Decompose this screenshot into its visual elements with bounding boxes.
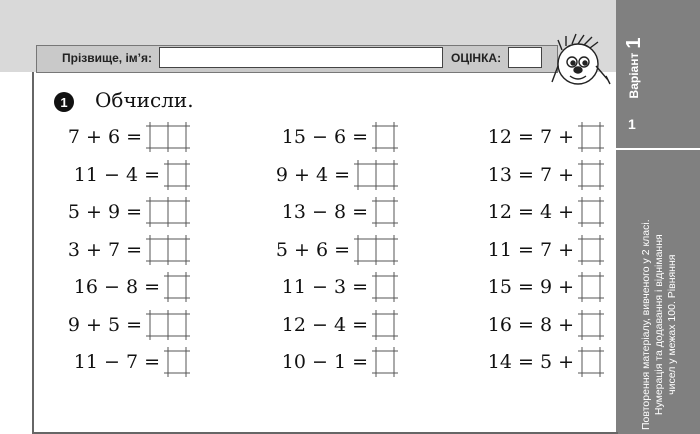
equation-row <box>282 122 398 152</box>
equation-text: 11 = 7 + <box>487 238 574 261</box>
answer-cells[interactable] <box>354 160 398 190</box>
equation-text: 16 = 8 + <box>487 313 574 336</box>
equation-row <box>488 197 604 227</box>
equation-row <box>68 122 190 152</box>
answer-cells[interactable] <box>578 197 604 227</box>
topic-line: Нумерація та додавання і віднімання <box>652 234 665 416</box>
equation-row <box>488 272 604 302</box>
equation-text: 9 + 4 = <box>275 163 350 186</box>
answer-cells[interactable] <box>354 235 398 265</box>
equation-text: 9 + 5 = <box>67 313 142 336</box>
variant-block <box>620 28 648 106</box>
equation-text: 7 + 6 = <box>67 126 142 148</box>
answer-cells[interactable] <box>146 197 190 227</box>
variant-label: Варіант <box>627 52 641 99</box>
equation-text: 15 − 6 = <box>281 126 368 148</box>
answer-cells[interactable] <box>372 347 398 377</box>
equation-text: 3 + 7 = <box>67 238 142 261</box>
answer-cells[interactable] <box>164 272 190 302</box>
equation-text: 16 − 8 = <box>73 276 160 298</box>
equation-text: 13 − 8 = <box>281 201 368 223</box>
topic-line: чисел у межах 100. Рівняння <box>665 254 678 395</box>
answer-cells[interactable] <box>578 122 604 152</box>
topic-block <box>620 152 698 430</box>
grade-label: ОЦІНКА: <box>451 51 502 65</box>
answer-cells[interactable] <box>164 160 190 190</box>
equation-text: 13 = 7 + <box>487 163 574 186</box>
equation-text: 15 = 9 + <box>487 276 574 298</box>
equation-row <box>488 122 604 152</box>
equation-text: 5 + 9 = <box>67 201 142 223</box>
task-title: Обчисли. <box>95 88 194 112</box>
topic-line: Повторення матеріалу, вивченого у 2 класі. <box>639 219 652 430</box>
page-number: 1 <box>628 116 636 132</box>
equation-row <box>488 347 604 377</box>
equation-text: 12 = 4 + <box>487 201 574 223</box>
variant-number: 1 <box>622 37 645 49</box>
equation-text: 10 − 1 = <box>281 351 368 373</box>
answer-cells[interactable] <box>372 122 398 152</box>
sidebar-divider <box>616 148 700 150</box>
answer-cells[interactable] <box>372 197 398 227</box>
equation-row <box>68 197 190 227</box>
equation-row <box>74 347 190 377</box>
name-label: Прізвище, ім’я: <box>62 51 153 65</box>
answer-cells[interactable] <box>146 310 190 340</box>
equation-text: 12 = 7 + <box>487 126 574 148</box>
equation-row <box>488 310 604 340</box>
name-field[interactable] <box>159 47 443 68</box>
equation-row <box>282 310 398 340</box>
equation-text: 5 + 6 = <box>275 238 350 261</box>
equation-text: 11 − 4 = <box>73 163 160 186</box>
mascot-illustration <box>546 32 618 92</box>
equation-text: 14 = 5 + <box>487 351 574 373</box>
equation-row <box>488 235 604 265</box>
equation-row <box>68 235 190 265</box>
equation-row <box>68 310 190 340</box>
equation-row <box>282 197 398 227</box>
equation-text: 11 − 3 = <box>281 276 368 298</box>
answer-cells[interactable] <box>164 347 190 377</box>
equation-text: 11 − 7 = <box>73 351 160 373</box>
answer-cells[interactable] <box>578 347 604 377</box>
answer-cells[interactable] <box>146 235 190 265</box>
answer-cells[interactable] <box>372 310 398 340</box>
equation-row <box>276 235 398 265</box>
equation-row <box>282 347 398 377</box>
answer-cells[interactable] <box>578 310 604 340</box>
equation-row <box>488 160 604 190</box>
answer-cells[interactable] <box>146 122 190 152</box>
equation-row <box>74 160 190 190</box>
equation-text: 12 − 4 = <box>281 313 368 336</box>
equation-row <box>74 272 190 302</box>
equation-row <box>282 272 398 302</box>
answer-cells[interactable] <box>372 272 398 302</box>
answer-cells[interactable] <box>578 235 604 265</box>
equation-row <box>276 160 398 190</box>
task-number-badge: 1 <box>54 92 74 112</box>
answer-cells[interactable] <box>578 272 604 302</box>
grade-field[interactable] <box>508 47 542 68</box>
answer-cells[interactable] <box>578 160 604 190</box>
